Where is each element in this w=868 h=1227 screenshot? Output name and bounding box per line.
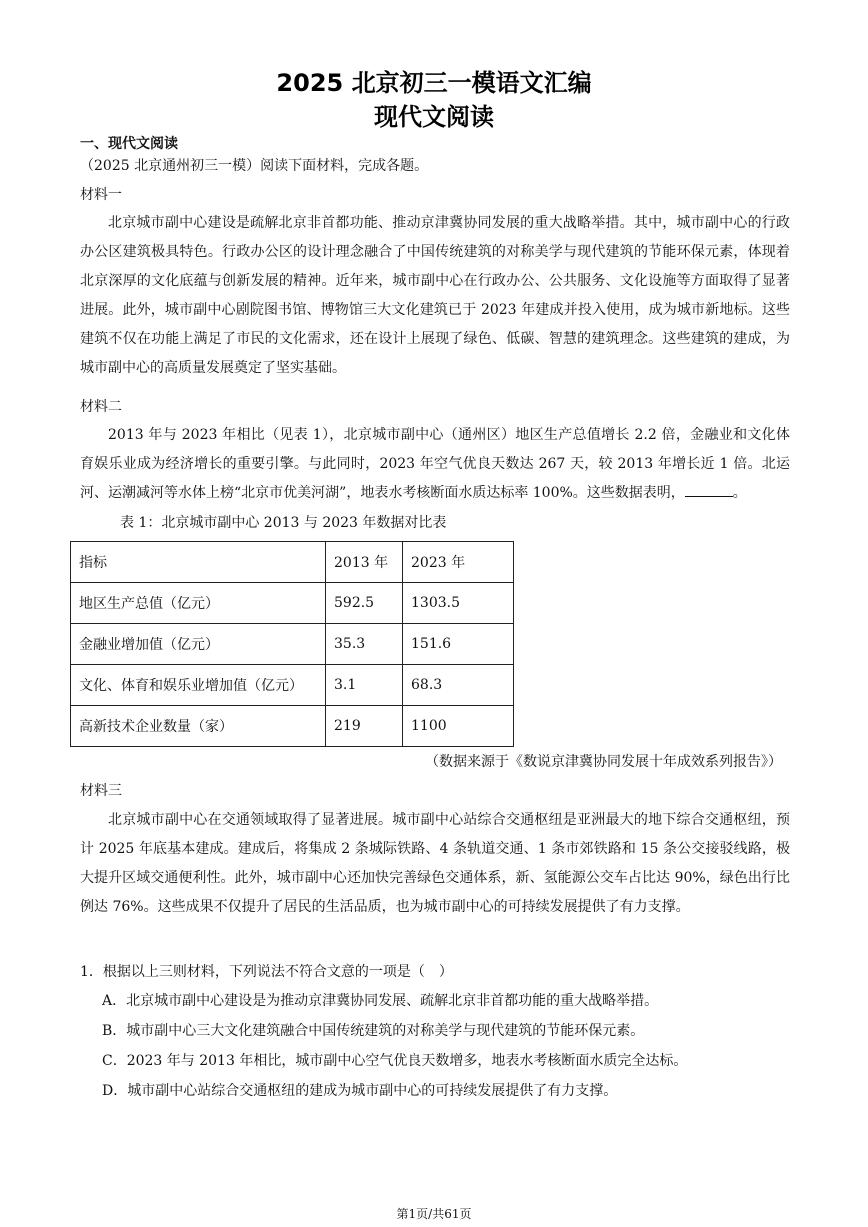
- table-header-cell: 2013 年: [326, 542, 403, 583]
- table-cell: 地区生产总值（亿元）: [71, 583, 326, 624]
- table-cell: 592.5: [326, 583, 403, 624]
- material-1-label: 材料一: [80, 187, 122, 203]
- table-row: [71, 665, 514, 706]
- table-cell: 35.3: [326, 624, 403, 665]
- material-2-body: 2013 年与 2023 年相比（见表 1），北京城市副中心（通州区）地区生产总值增长 2.2 倍，金融业和文化体育娱乐业成为经济增长的重要引擎。与此同时，2023 年空气优良天数达 267 天，较 2013 年增长近 1 倍。北运河、运潮减河等水体上榜“北京市优美河湖”，地表水考核断面水质达标率 100%。这些数据表明，: [80, 427, 790, 501]
- table-row: [71, 706, 514, 747]
- table-header-cell: 指标: [71, 542, 326, 583]
- table-source: （数据来源于《数说京津冀协同发展十年成效系列报告》）: [425, 754, 782, 770]
- table-cell: 151.6: [403, 624, 514, 665]
- question-1-option-c: C．2023 年与 2013 年相比，城市副中心空气优良天数增多，地表水考核断面水质完全达标。: [102, 1053, 688, 1069]
- table-cell: 3.1: [326, 665, 403, 706]
- page-number: 第1页/共61页: [396, 1207, 472, 1221]
- table-cell: 68.3: [403, 665, 514, 706]
- table-cell: 1303.5: [403, 583, 514, 624]
- section-heading: 一、现代文阅读: [80, 136, 178, 152]
- table-row: [71, 583, 514, 624]
- table-caption: 表 1：北京城市副中心 2013 与 2023 年数据对比表: [120, 515, 447, 531]
- table-cell: 高新技术企业数量（家）: [71, 706, 326, 747]
- material-3-text: 北京城市副中心在交通领域取得了显著进展。城市副中心站综合交通枢纽是亚洲最大的地下综合交通枢纽，预计 2025 年底基本建成。建成后，将集成 2 条城际铁路、4 条轨道交通、1 条市郊铁路和 15 条公交接驳线路，极大提升区域交通便利性。此外，城市副中心还加快完善绿色交通体系，新、氢能源公交车占比达 90%，绿色出行比例达 76%。这些成果不仅提升了居民的生活品质，也为城市副中心的可持续发展提供了有力支撑。: [80, 812, 790, 915]
- material-1-text: 北京城市副中心建设是疏解北京非首都功能、推动京津冀协同发展的重大战略举措。其中，城市副中心的行政办公区建筑极具特色。行政办公区的设计理念融合了中国传统建筑的对称美学与现代建筑的节能环保元素，体现着北京深厚的文化底蕴与创新发展的精神。近年来，城市副中心在行政办公、公共服务、文化设施等方面取得了显著进展。此外，城市副中心剧院图书馆、博物馆三大文化建筑已于 2023 年建成并投入使用，成为城市新地标。这些建筑不仅在功能上满足了市民的文化需求，还在设计上展现了绿色、低碳、智慧的建筑理念。这些建筑的建成，为城市副中心的高质量发展奠定了坚实基础。: [80, 215, 790, 376]
- table-row: [71, 624, 514, 665]
- source-note: （2025 北京通州初三一模）阅读下面材料，完成各题。: [80, 158, 429, 174]
- question-1-option-d: D．城市副中心站综合交通枢纽的建成为城市副中心的可持续发展提供了有力支撑。: [102, 1083, 618, 1099]
- document-title: 2025 北京初三一模语文汇编: [276, 69, 592, 97]
- data-table: [70, 541, 514, 747]
- table-cell: 219: [326, 706, 403, 747]
- table-cell: 金融业增加值（亿元）: [71, 624, 326, 665]
- material-3-label: 材料三: [80, 783, 122, 799]
- answer-blank: [685, 482, 733, 497]
- question-1-option-a: A．北京城市副中心建设是为推动京津冀协同发展、疏解北京非首都功能的重大战略举措。: [102, 993, 659, 1009]
- question-1-option-b: B．城市副中心三大文化建筑融合中国传统建筑的对称美学与现代建筑的节能环保元素。: [102, 1023, 645, 1039]
- question-1-stem: 1．根据以上三则材料，下列说法不符合文意的一项是（ ）: [80, 964, 453, 980]
- document-subtitle: 现代文阅读: [374, 103, 494, 131]
- table-cell: 1100: [403, 706, 514, 747]
- material-2-text: [80, 421, 790, 508]
- material-2-end: 。: [732, 485, 747, 501]
- table-header-row: [71, 542, 514, 583]
- material-2-label: 材料二: [80, 399, 122, 415]
- table-header-cell: 2023 年: [403, 542, 514, 583]
- table-cell: 文化、体育和娱乐业增加值（亿元）: [71, 665, 326, 706]
